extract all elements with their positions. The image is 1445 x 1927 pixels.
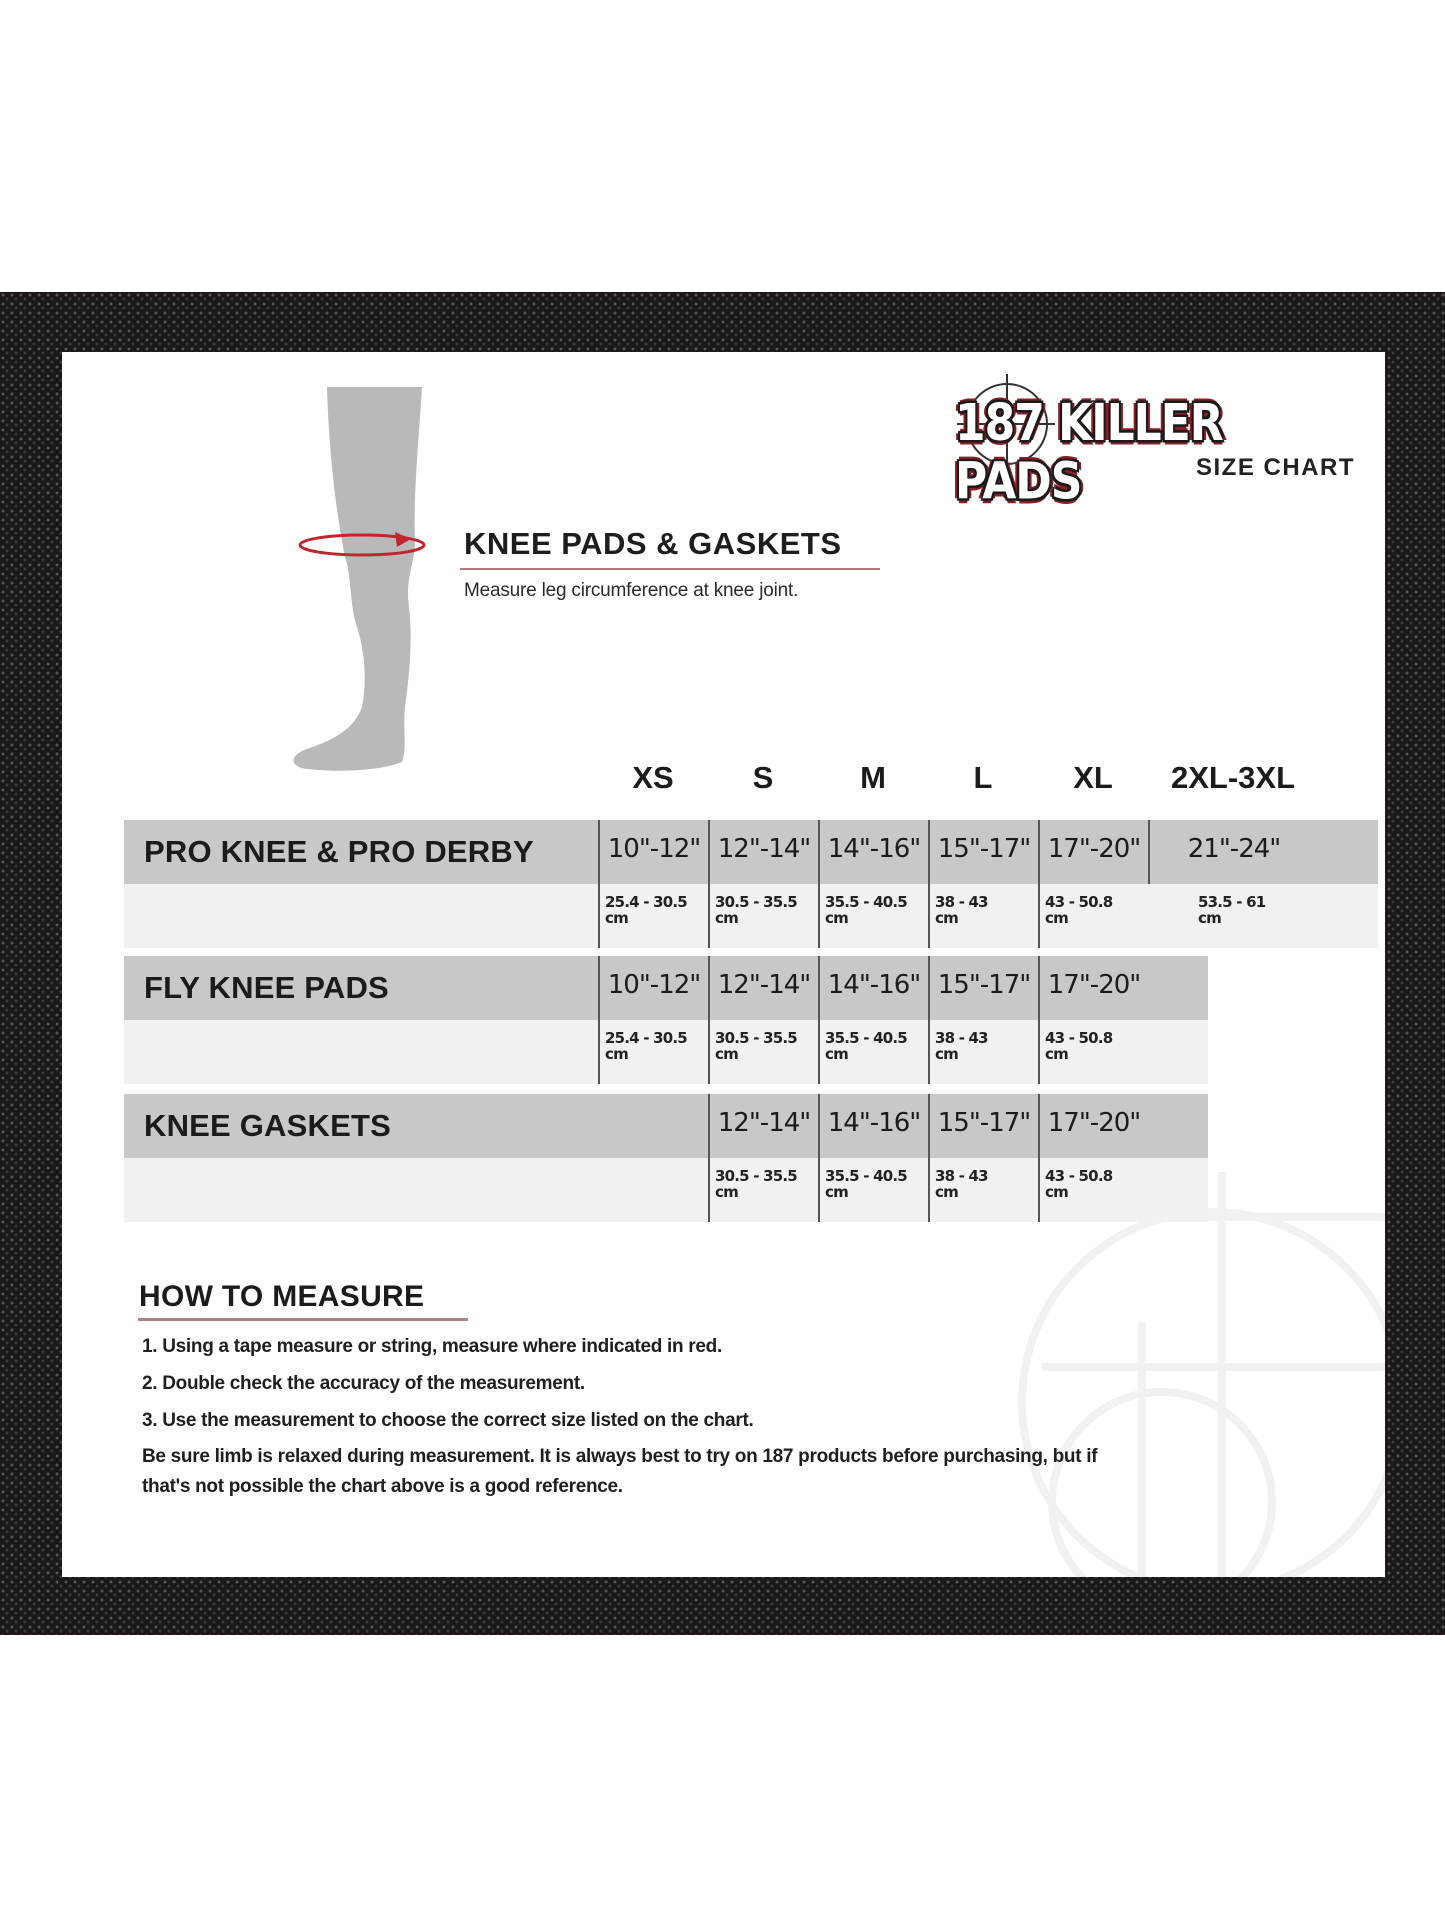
size-header-m: M — [860, 760, 886, 795]
table-cell: 25.4 - 30.5 cm — [598, 884, 708, 948]
table-cell: 35.5 - 40.5 cm — [818, 1020, 928, 1084]
table-row-fly-knee-inches — [124, 956, 1208, 1020]
table-cell: 43 - 50.8 cm — [1038, 884, 1148, 948]
table-cell: 14"-16" — [818, 820, 928, 884]
section-title: KNEE PADS & GASKETS — [464, 526, 842, 561]
table-cell: 14"-16" — [818, 956, 928, 1020]
section-title-underline — [460, 568, 880, 570]
table-cell: 25.4 - 30.5 cm — [598, 1020, 708, 1084]
table-cell: 15"-17" — [928, 956, 1038, 1020]
table-cell: 15"-17" — [928, 1094, 1038, 1158]
size-header-xl: XL — [1073, 760, 1113, 795]
table-cell: 43 - 50.8 cm — [1038, 1020, 1148, 1084]
table-row-pro-knee-cm — [124, 884, 1378, 948]
product-label: KNEE GASKETS — [144, 1108, 391, 1143]
size-header-xs: XS — [632, 760, 674, 795]
table-cell: 30.5 - 35.5 cm — [708, 1158, 818, 1222]
table-cell: 35.5 - 40.5 cm — [818, 884, 928, 948]
table-cell: 14"-16" — [818, 1094, 928, 1158]
measure-note: Be sure limb is relaxed during measurement. It is always best to try on 187 products before purchasing, but if that's not possible the chart above is a good reference. — [142, 1446, 1098, 1497]
size-chart-panel — [62, 352, 1385, 1577]
how-to-measure-underline — [138, 1318, 468, 1321]
textured-frame — [0, 292, 1445, 1635]
table-cell: 10"-12" — [598, 820, 708, 884]
crosshair-watermark-icon — [992, 1172, 1385, 1577]
table-cell: 10"-12" — [598, 956, 708, 1020]
table-row-pro-knee-inches — [124, 820, 1378, 884]
size-header-s: S — [752, 760, 774, 795]
how-to-measure-title: HOW TO MEASURE — [139, 1280, 425, 1313]
table-cell: 38 - 43 cm — [928, 1158, 1038, 1222]
table-cell: 21"-24" — [1148, 820, 1318, 884]
table-cell: 12"-14" — [708, 1094, 818, 1158]
table-row-knee-gaskets-inches — [124, 1094, 1208, 1158]
leg-with-knee-measure-icon — [277, 377, 437, 787]
table-cell: 17"-20" — [1038, 1094, 1148, 1158]
table-cell: 30.5 - 35.5 cm — [708, 1020, 818, 1084]
measure-step-3: 3. Use the measurement to choose the correct size listed on the chart. — [142, 1410, 754, 1431]
size-header-l: L — [973, 760, 993, 795]
table-cell: 43 - 50.8 cm — [1038, 1158, 1148, 1222]
table-cell: 17"-20" — [1038, 956, 1148, 1020]
product-label: PRO KNEE & PRO DERBY — [144, 834, 534, 869]
product-label: FLY KNEE PADS — [144, 970, 389, 1005]
measure-step-1: 1. Using a tape measure or string, measure where indicated in red. — [142, 1336, 722, 1357]
logo-subtitle: SIZE CHART — [1196, 454, 1355, 481]
table-cell: 12"-14" — [708, 956, 818, 1020]
table-cell: 17"-20" — [1038, 820, 1148, 884]
table-cell: 35.5 - 40.5 cm — [818, 1158, 928, 1222]
size-header-2xl-3xl: 2XL-3XL — [1170, 760, 1296, 795]
logo-wordmark: 187 KILLER PADS — [955, 394, 1223, 512]
table-cell: 53.5 - 61 cm — [1198, 893, 1266, 927]
brand-logo — [955, 372, 1355, 512]
measure-step-2: 2. Double check the accuracy of the measurement. — [142, 1373, 585, 1394]
table-cell: 38 - 43 cm — [928, 1020, 1038, 1084]
table-cell: 12"-14" — [708, 820, 818, 884]
table-cell: 38 - 43 cm — [928, 884, 1038, 948]
table-row-fly-knee-cm — [124, 1020, 1208, 1084]
section-instruction: Measure leg circumference at knee joint. — [464, 580, 799, 601]
table-cell: 30.5 - 35.5 cm — [708, 884, 818, 948]
table-row-knee-gaskets-cm — [124, 1158, 1208, 1222]
table-cell: 15"-17" — [928, 820, 1038, 884]
